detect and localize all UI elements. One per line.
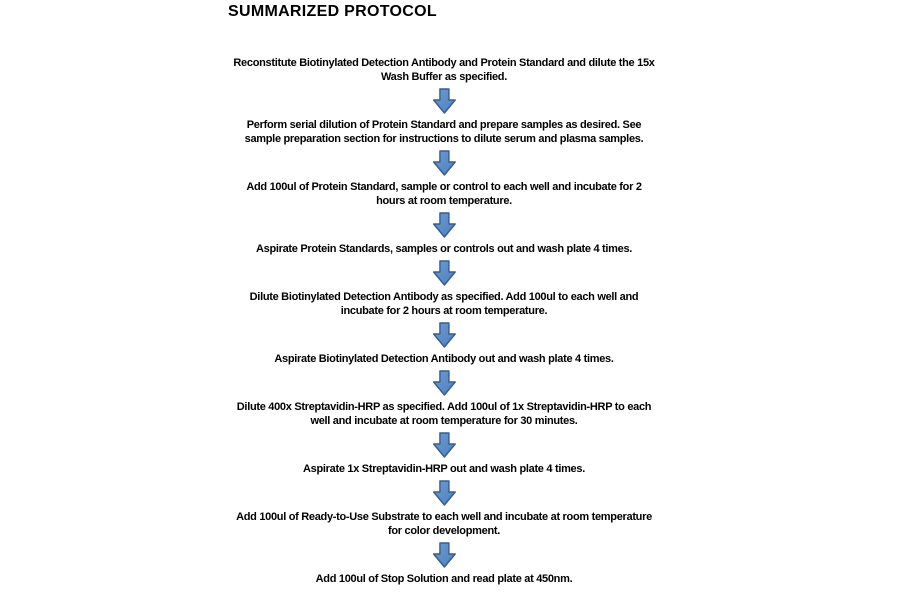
protocol-step-line: Aspirate Protein Standards, samples or controls out and wash plate 4 times. (255, 243, 633, 255)
protocol-step-line: well and incubate at room temperature for 30 minutes. (310, 415, 578, 427)
protocol-step (236, 510, 652, 538)
protocol-step-line: Wash Buffer as specified. (381, 71, 507, 83)
down-arrow-icon (432, 432, 456, 458)
protocol-step-line: for color development. (388, 525, 500, 537)
protocol-step (246, 180, 641, 208)
protocol-flow (233, 56, 654, 586)
down-arrow-icon (432, 480, 456, 506)
protocol-step-line: Dilute Biotinylated Detection Antibody as specified. Add 100ul to each well and (249, 291, 639, 303)
protocol-step (316, 572, 573, 586)
protocol-step (237, 400, 651, 428)
protocol-step-line: Dilute 400x Streptavidin-HRP as specified. Add 100ul of 1x Streptavidin-HRP to each (236, 401, 652, 413)
down-arrow-icon (432, 88, 456, 114)
down-arrow-icon (432, 322, 456, 348)
protocol-step-line: Add 100ul of Stop Solution and read plate at 450nm. (315, 573, 573, 585)
down-arrow-icon (432, 542, 456, 568)
protocol-step (245, 118, 644, 146)
protocol-step (233, 56, 654, 84)
protocol-step-line: Aspirate Biotinylated Detection Antibody out and wash plate 4 times. (274, 353, 614, 365)
down-arrow-icon (432, 212, 456, 238)
protocol-step (274, 352, 613, 366)
protocol-step (303, 462, 585, 476)
protocol-step-line: Aspirate 1x Streptavidin-HRP out and wash plate 4 times. (303, 463, 585, 475)
protocol-step-line: hours at room temperature. (376, 195, 512, 207)
protocol-step-line: Perform serial dilution of Protein Standard and prepare samples as desired. See (246, 119, 642, 131)
protocol-step-line: Add 100ul of Protein Standard, sample or control to each well and incubate for 2 (246, 181, 642, 193)
protocol-step (250, 290, 639, 318)
down-arrow-icon (432, 260, 456, 286)
protocol-step-line: incubate for 2 hours at room temperature. (340, 305, 548, 317)
protocol-step-line: sample preparation section for instructions to dilute serum and plasma samples. (244, 133, 644, 145)
protocol-step-line: Reconstitute Biotinylated Detection Antibody and Protein Standard and dilute the 15x (233, 57, 655, 69)
protocol-step-line: Add 100ul of Ready-to-Use Substrate to each well and incubate at room temperature (236, 511, 652, 523)
page-title: SUMMARIZED PROTOCOL (228, 3, 437, 20)
down-arrow-icon (432, 150, 456, 176)
down-arrow-icon (432, 370, 456, 396)
protocol-step (256, 242, 632, 256)
